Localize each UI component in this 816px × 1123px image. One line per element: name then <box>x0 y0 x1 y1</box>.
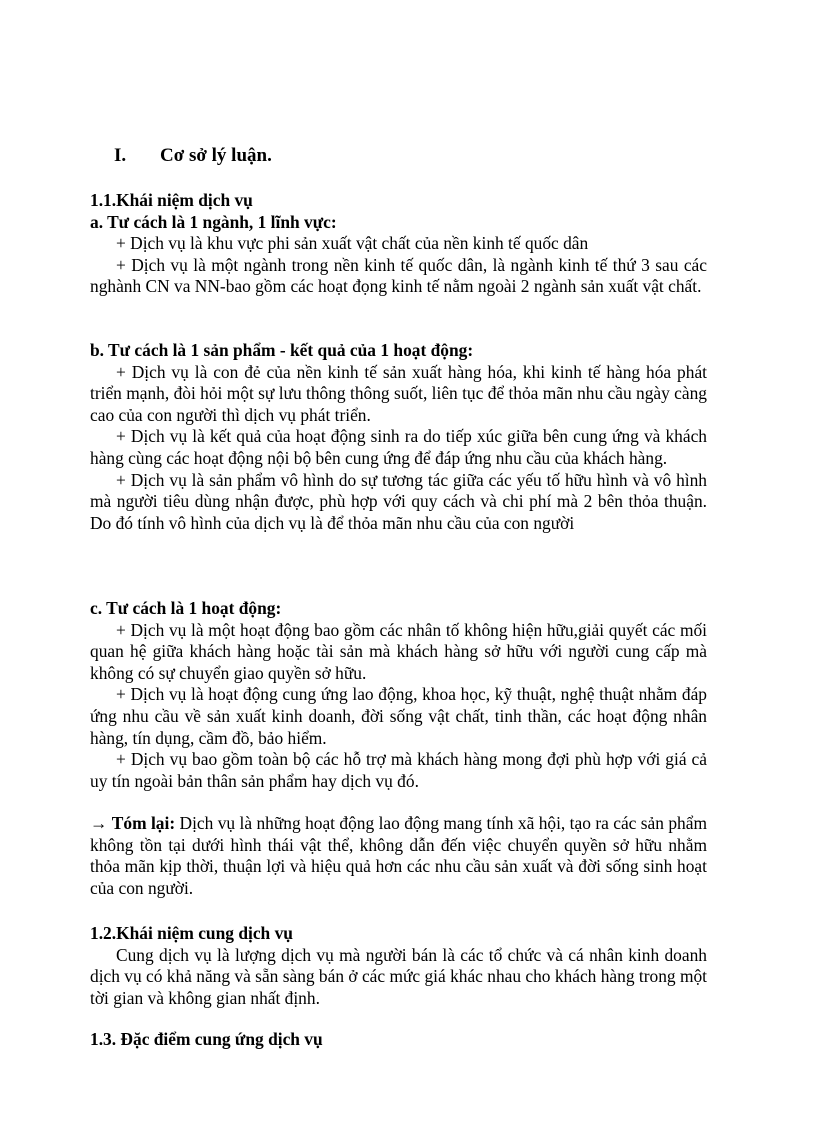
summary-label: Tóm lại: <box>111 813 176 833</box>
section-1-2 <box>90 923 707 1009</box>
arrow-icon: → <box>90 813 108 833</box>
section-title <box>114 144 272 168</box>
para-b-1: + Dịch vụ là con đẻ của nền kinh tế sản xuất hàng hóa, khi kinh tế hàng hóa phát triển mạnh, đòi hỏi một sự lưu thông thông suốt, liên tục để thỏa mãn nhu cầu ngày càng cao của con người thì dịch vụ phát triển. <box>90 361 707 425</box>
heading-1-3: 1.3. Đặc điểm cung ứng dịch vụ <box>90 1029 323 1049</box>
heading-b: b. Tư cách là 1 sản phẩm - kết quả của 1 hoạt động: <box>90 340 474 360</box>
section-1-1 <box>90 190 707 298</box>
para-b-2: + Dịch vụ là kết quả của hoạt động sinh ra do tiếp xúc giữa bên cung ứng và khách hàng cùng các hoạt động nội bộ bên cung ứng để đáp ứng nhu cầu của khách hàng. <box>90 426 707 468</box>
heading-1-1: 1.1.Khái niệm dịch vụ <box>90 190 253 210</box>
para-a-1: + Dịch vụ là khu vực phi sản xuất vật chất của nền kinh tế quốc dân <box>116 233 589 254</box>
section-1-3 <box>90 1029 707 1051</box>
summary-text: Dịch vụ là những hoạt động lao động mang tính xã hội, tạo ra các sản phẩm không tồn tại dưới hình thái vật thể, không dẫn đến việc chuyển quyền sở hữu nhằm thỏa mãn kịp thời, thuận lợi và hiệu quả hơn các nhu cầu sản xuất và đời sống sinh hoạt của con người. <box>90 813 707 898</box>
para-1-2: Cung dịch vụ là lượng dịch vụ mà người bán là các tổ chức và cá nhân kinh doanh dịch vụ có khả năng và sẵn sàng bán ở các mức giá khác nhau cho khách hàng trong một tời gian và không gian nhất định. <box>90 944 707 1008</box>
para-c-3: + Dịch vụ bao gồm toàn bộ các hỗ trợ mà khách hàng mong đợi phù hợp với giá cả uy tín ngoài bản thân sản phẩm hay dịch vụ đó. <box>90 749 707 791</box>
section-title-text: Cơ sở lý luận. <box>160 145 272 166</box>
section-b <box>90 340 707 534</box>
para-b-3: + Dịch vụ là sản phẩm vô hình do sự tương tác giữa các yếu tố hữu hình và vô hình mà người tiêu dùng nhận được, phù hợp với quy cách và chi phí mà 2 bên thỏa thuận. Do đó tính vô hình của dịch vụ là để thỏa mãn nhu cầu của con người <box>90 469 707 533</box>
heading-a: a. Tư cách là 1 ngành, 1 lĩnh vực: <box>90 211 337 232</box>
heading-c: c. Tư cách là 1 hoạt động: <box>90 598 282 618</box>
section-number: I. <box>114 145 127 166</box>
para-c-2: + Dịch vụ là hoạt động cung ứng lao động, khoa học, kỹ thuật, nghệ thuật nhằm đáp ứng nhu cầu về sản xuất kinh doanh, đời sống vật chất, tinh thần, các hoạt động nhân hàng, tín dụng, cầm đồ, bảo hiểm. <box>90 684 707 748</box>
para-c-1: + Dịch vụ là một hoạt động bao gồm các nhân tố không hiện hữu,giải quyết các mối quan hệ giữa khách hàng hoặc tài sản mà khách hàng sở hữu với người cung cấp mà không có sự chuyển giao quyền sở hữu. <box>90 619 707 683</box>
heading-1-2: 1.2.Khái niệm cung dịch vụ <box>90 923 293 943</box>
para-a-2: + Dịch vụ là một ngành trong nền kinh tế quốc dân, là ngành kinh tế thứ 3 sau các nghành CN va NN-bao gồm các hoạt đọng kinh tế nằm ngoài 2 ngành sản xuất vật chất. <box>90 254 707 297</box>
summary-block <box>90 813 707 899</box>
summary-paragraph <box>90 813 707 899</box>
section-c <box>90 598 707 792</box>
